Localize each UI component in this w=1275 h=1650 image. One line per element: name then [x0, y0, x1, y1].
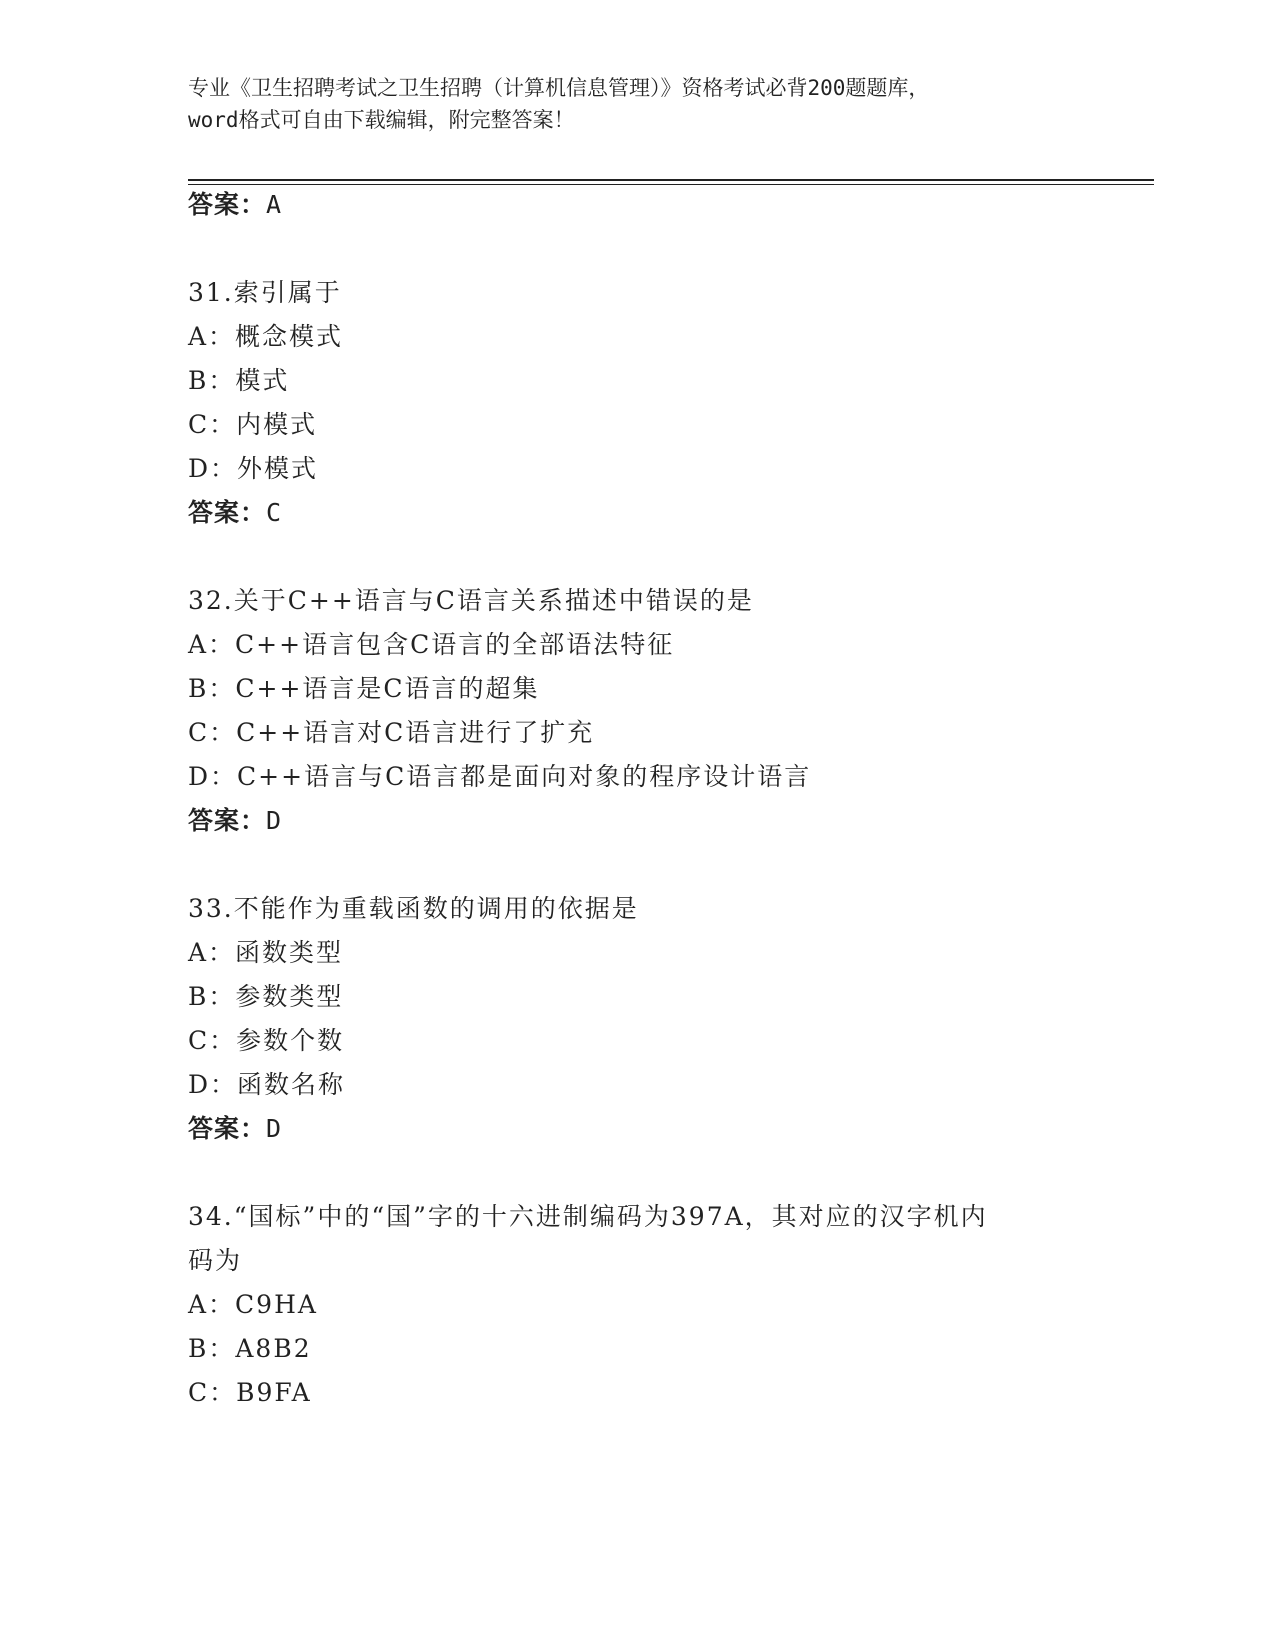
question-option: D：函数名称 — [188, 1070, 346, 1099]
question-stem: 34.“国标”中的“国”字的十六进制编码为397A，其对应的汉字机内 — [188, 1202, 988, 1231]
question-option: D：C++语言与C语言都是面向对象的程序设计语言 — [188, 762, 812, 791]
question-stem: 32.关于C++语言与C语言关系描述中错误的是 — [188, 586, 754, 615]
header-line-1: 专业《卫生招聘考试之卫生招聘（计算机信息管理）》资格考试必背200题题库， — [188, 76, 930, 100]
question-option: D：外模式 — [188, 454, 319, 483]
question-option: B：C++语言是C语言的超集 — [188, 674, 540, 703]
question-stem: 33.不能作为重载函数的调用的依据是 — [188, 894, 639, 923]
question-option: A：函数类型 — [188, 938, 344, 967]
answer-value: D — [266, 806, 283, 835]
question-option: B：参数类型 — [188, 982, 344, 1011]
question-option: B：A8B2 — [188, 1334, 312, 1363]
answer-label: 答案： — [188, 806, 267, 835]
question-option: C：C++语言对C语言进行了扩充 — [188, 718, 595, 747]
answer-line — [188, 1112, 282, 1146]
header-rule-thin — [188, 184, 1154, 185]
answer-line — [188, 496, 282, 530]
question-option: A：概念模式 — [188, 322, 344, 351]
header-line-2: word格式可自由下载编辑，附完整答案！ — [188, 108, 575, 132]
question-stem: 31.索引属于 — [188, 278, 342, 307]
answer-line — [188, 188, 282, 222]
question-option: A：C9HA — [188, 1290, 318, 1319]
answer-label: 答案： — [188, 190, 267, 219]
question-stem-continued: 码为 — [188, 1246, 243, 1275]
question-option: C：B9FA — [188, 1378, 312, 1407]
answer-line — [188, 804, 282, 838]
answer-value: A — [266, 190, 283, 219]
question-option: C：内模式 — [188, 410, 318, 439]
document-header — [188, 72, 1088, 136]
question-option: A：C++语言包含C语言的全部语法特征 — [188, 630, 675, 659]
answer-value: D — [266, 1114, 283, 1143]
answer-label: 答案： — [188, 498, 267, 527]
question-option: B：模式 — [188, 366, 290, 395]
question-option: C：参数个数 — [188, 1026, 345, 1055]
header-rule-thick — [188, 179, 1154, 181]
answer-label: 答案： — [188, 1114, 267, 1143]
answer-value: C — [266, 498, 283, 527]
